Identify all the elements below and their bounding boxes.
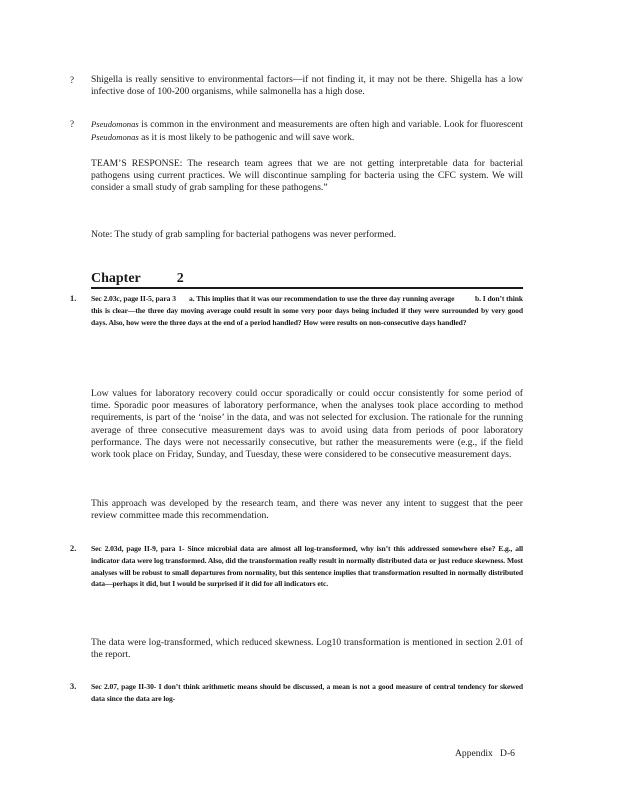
- item-number: 1.: [70, 294, 77, 303]
- chapter-label: Chapter: [91, 271, 141, 286]
- chapter-rule: [91, 287, 523, 289]
- italic-term: Pseudomonas: [91, 132, 139, 143]
- bullet-text: Shigella is really sensitive to environmental factors—if not finding it, it may not be there. Shigella has a low infective dose of 100-200 organisms, while salmonella has a high dose.: [91, 74, 523, 98]
- team-response: TEAM’S RESPONSE: The research team agrees that we are not getting interpretable data for bacterial pathogens using current practices. We will discontinue sampling for bacteria using the CFC system. We will consider a small study of grab sampling for these pathogens.”: [91, 158, 523, 194]
- item-number: 3.: [70, 682, 77, 691]
- italic-term: Pseudomonas: [91, 119, 139, 129]
- bullet-text: [91, 118, 523, 144]
- page-footer: Appendix D-6: [455, 748, 515, 759]
- bullet-text-part: as it is most likely to be pathogenic and will save work.: [138, 132, 355, 144]
- note: Note: The study of grab sampling for bacterial pathogens was never performed.: [91, 229, 397, 240]
- team-reply: Low values for laboratory recovery could occur sporadically or could occur consistently for some period of time. Sporadic poor measures of laboratory performance, when the analyses took place according to method requirements, is part of the ‘noise’ in the data, and was not selected for exclusion. The rationale for the running average of three consecutive measurement days was to avoid using data from periods of poor laboratory performance. The days were not necessarily consecutive, but rather the measurements were (e.g., if the field work took place on Friday, Sunday, and Tuesday, these were considered to be consecutive measurement days.: [91, 388, 523, 461]
- reviewer-comment: Sec 2.03c, page II-5, para 3 a. This implies that it was our recommendation to use the three day running average b. I don’t think this is clear—the three day moving average could result in some very poor days being included if they were surrounded by very good days. Also, how were the three days at the end of a period handled? How were results on non-consecutive days handled?: [91, 294, 523, 327]
- bullet-text-part: is common in the environment and measurements are often high and variable. Look for fluorescent: [138, 119, 523, 130]
- team-reply: The data were log-transformed, which reduced skewness. Log10 transformation is mentioned in section 2.01 of the report.: [91, 637, 523, 661]
- team-reply: This approach was developed by the research team, and there was never any intent to suggest that the peer review committee made this recommendation.: [91, 498, 523, 522]
- reviewer-comment: Sec 2.07, page II-30- I don’t think arithmetic means should be discussed, a mean is not a good measure of central tendency for skewed data since the data are log-: [91, 682, 523, 703]
- chapter-heading: [91, 271, 184, 287]
- bullet-marker: ?: [70, 75, 74, 85]
- reviewer-comment: Sec 2.03d, page II-9, para 1- Since microbial data are almost all log-transformed, why isn’t this addressed somewhere else? E.g., all indicator data were log transformed. Also, did the transformation really result in normally distributed data or just reduce skewness. Most analyses will be robust to small departures from normality, but this sentence implies that transformation resulted in normally distributed data—perhaps it did, but I would be surprised if it did for all indicators etc.: [91, 544, 523, 589]
- bullet-marker: ?: [70, 119, 74, 129]
- chapter-number: 2: [176, 271, 184, 286]
- item-number: 2.: [70, 544, 77, 553]
